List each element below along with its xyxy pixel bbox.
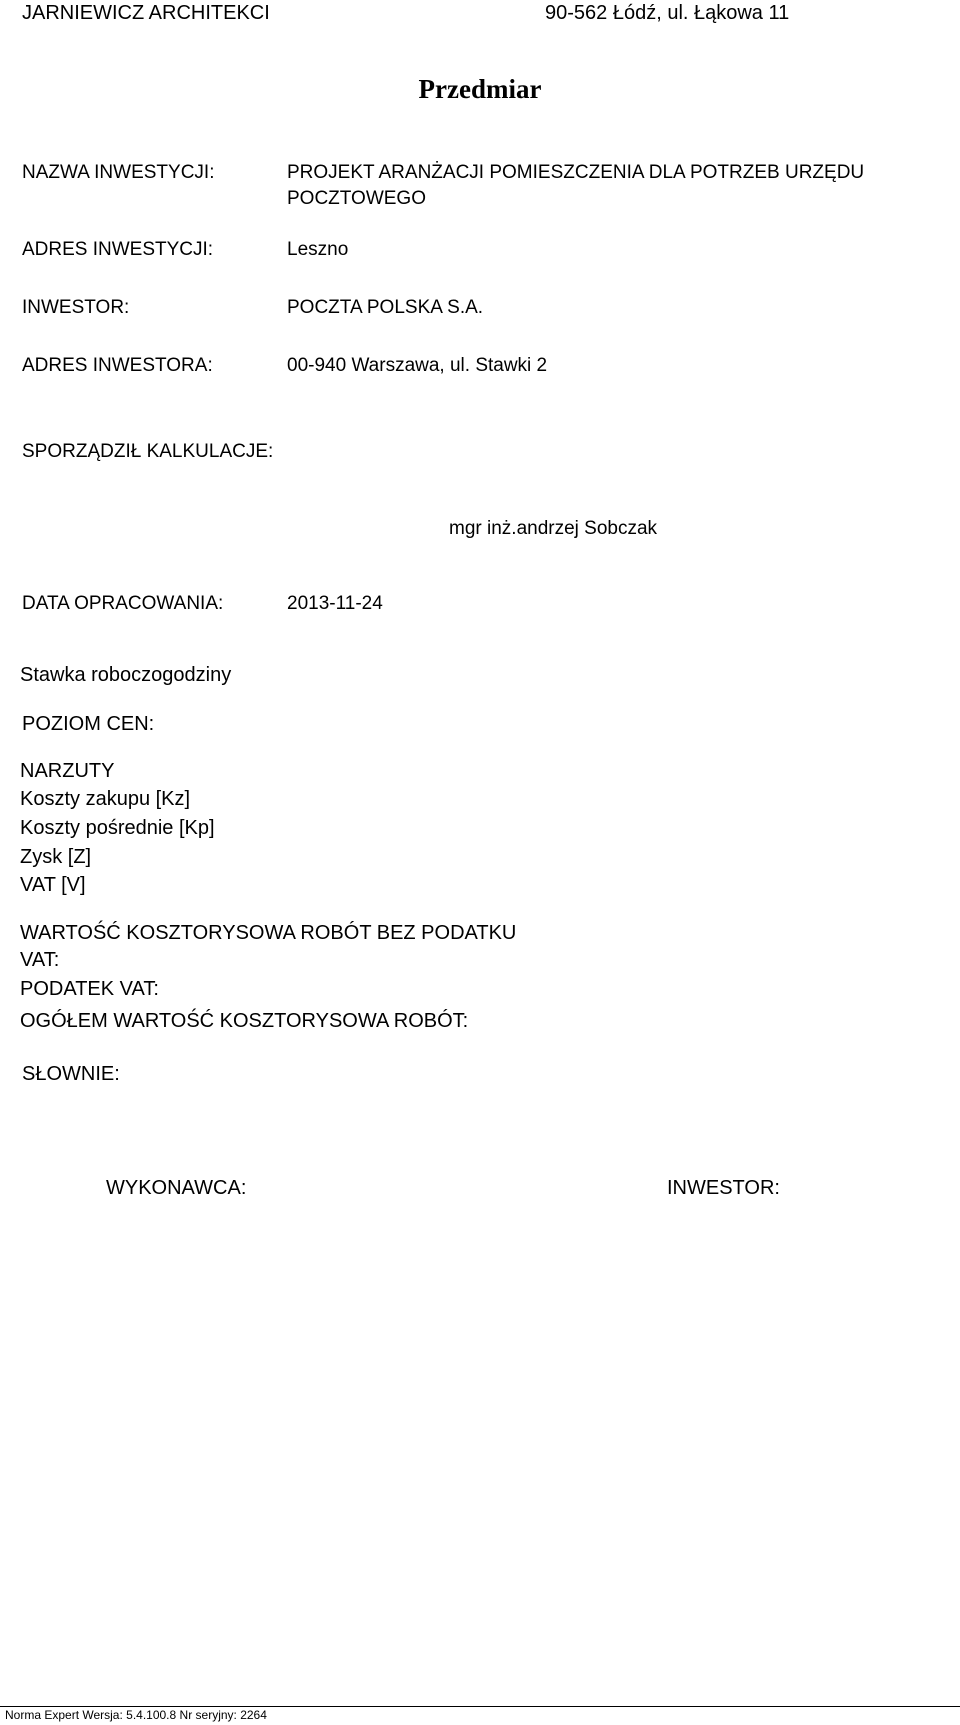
- date-value: 2013-11-24: [287, 593, 383, 614]
- in-words-label: SŁOWNIE:: [22, 1063, 120, 1085]
- price-level-label: POZIOM CEN:: [22, 713, 155, 735]
- investor-signature-label: INWESTOR:: [667, 1177, 780, 1199]
- purchase-costs-label: Koszty zakupu [Kz]: [20, 788, 191, 810]
- company-name: JARNIEWICZ ARCHITEKCI: [22, 2, 270, 24]
- contractor-signature-label: WYKONAWCA:: [106, 1177, 247, 1199]
- page-title: Przedmiar: [418, 74, 542, 104]
- indirect-costs-label: Koszty pośrednie [Kp]: [20, 817, 215, 839]
- investment-address-label: ADRES INWESTYCJI:: [22, 239, 214, 260]
- prepared-by-label: SPORZĄDZIŁ KALKULACJE:: [22, 441, 274, 462]
- date-label: DATA OPRACOWANIA:: [22, 593, 224, 614]
- vat-tax-label: PODATEK VAT:: [20, 978, 159, 1000]
- profit-label: Zysk [Z]: [20, 846, 92, 868]
- investment-name-value-line2: POCZTOWEGO: [287, 188, 426, 209]
- software-footer: Norma Expert Wersja: 5.4.100.8 Nr seryjny: 2264: [5, 1708, 267, 1722]
- investor-address-value: 00-940 Warszawa, ul. Stawki 2: [287, 355, 548, 376]
- company-address: 90-562 Łódź, ul. Łąkowa 11: [545, 2, 790, 24]
- prepared-by-value: mgr inż.andrzej Sobczak: [449, 518, 658, 539]
- hourly-rate-label: Stawka roboczogodziny: [20, 664, 232, 686]
- vat-label: VAT [V]: [20, 874, 86, 896]
- investor-label: INWESTOR:: [22, 297, 130, 318]
- investor-value: POCZTA POLSKA S.A.: [287, 297, 484, 318]
- value-without-tax-label-line2: VAT:: [20, 949, 60, 971]
- surcharges-heading: NARZUTY: [20, 760, 115, 782]
- investor-address-label: ADRES INWESTORA:: [22, 355, 213, 376]
- value-without-tax-label-line1: WARTOŚĆ KOSZTORYSOWA ROBÓT BEZ PODATKU: [20, 922, 517, 944]
- total-value-label: OGÓŁEM WARTOŚĆ KOSZTORYSOWA ROBÓT:: [20, 1010, 469, 1032]
- footer-divider: [0, 1706, 960, 1707]
- investment-name-value-line1: PROJEKT ARANŻACJI POMIESZCZENIA DLA POTRZEB URZĘDU: [287, 162, 865, 183]
- investment-name-label: NAZWA INWESTYCJI:: [22, 162, 215, 183]
- investment-address-value: Leszno: [287, 239, 349, 260]
